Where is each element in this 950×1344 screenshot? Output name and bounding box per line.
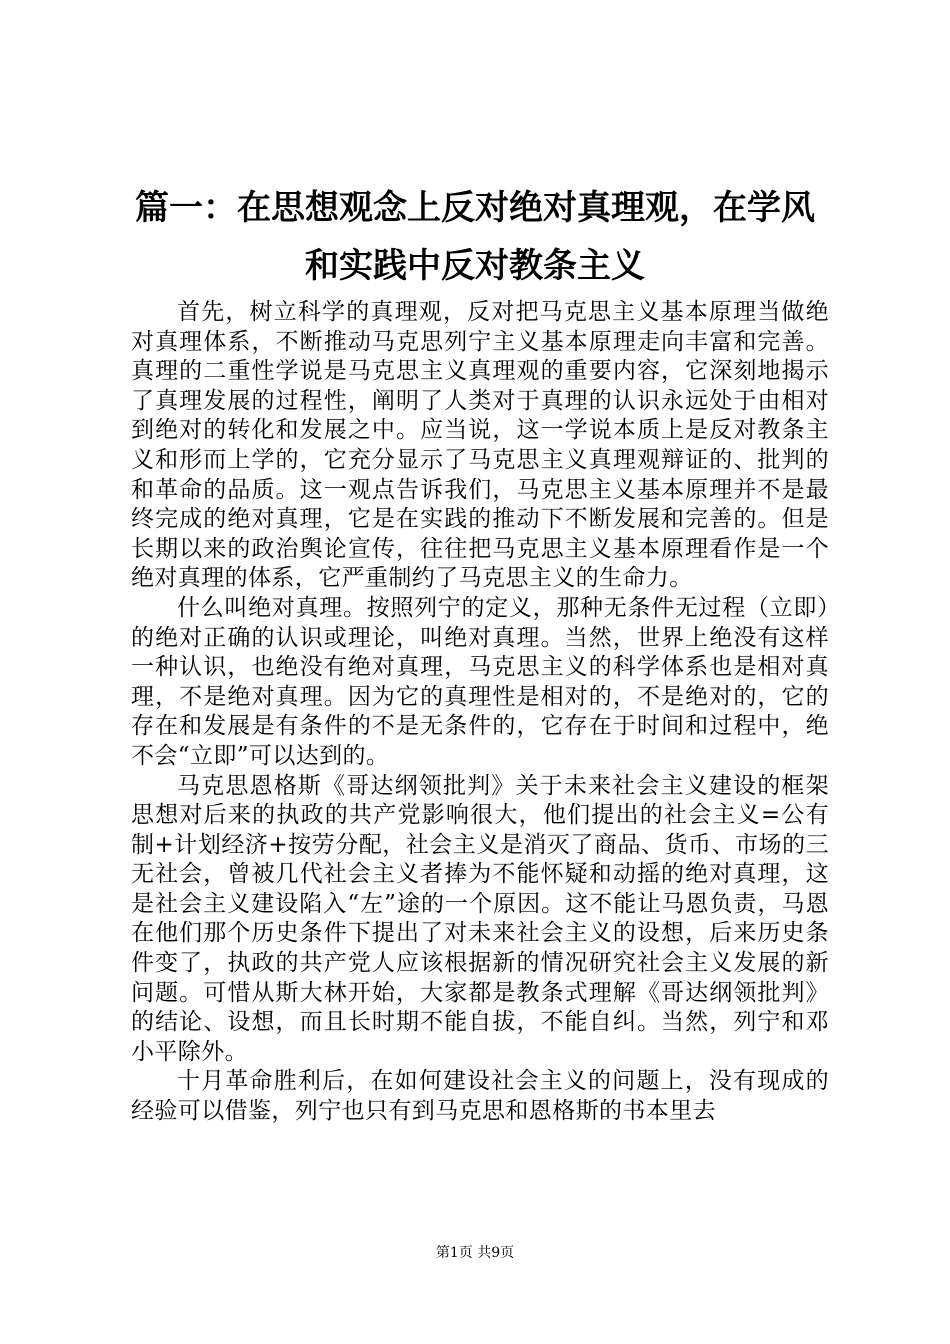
document-title-line-1: 篇一：在思想观念上反对绝对真理观，在学风 xyxy=(135,188,815,228)
paragraph-2: 什么叫绝对真理。按照列宁的定义，那种无条件无过程（立即）的绝对正确的认识或理论，叫绝对真理。当然，世界上绝没有这样一种认识，也绝没有绝对真理，马克思主义的科学体系也是相对真理，不是绝对真理。因为它的真理性是相对的，不是绝对的，它的存在和发展是有条件的不是无条件的，它存在于时间和过程中，绝不会“立即”可以达到的。 xyxy=(131,594,829,769)
paragraph-1: 首先，树立科学的真理观，反对把马克思主义基本原理当做绝对真理体系，不断推动马克思列宁主义基本原理走向丰富和完善。真理的二重性学说是马克思主义真理观的重要内容，它深刻地揭示了真理发展的过程性，阐明了人类对于真理的认识永远处于由相对到绝对的转化和发展之中。应当说，这一学说本质上是反对教条主义和形而上学的，它充分显示了马克思主义真理观辩证的、批判的和革命的品质。这一观点告诉我们，马克思主义基本原理并不是最终完成的绝对真理，它是在实践的推动下不断发展和完善的。但是长期以来的政治舆论宣传，往往把马克思主义基本原理看作是一个绝对真理的体系，它严重制约了马克思主义的生命力。 xyxy=(131,299,829,592)
paragraph-3: 马克思恩格斯《哥达纲领批判》关于未来社会主义建设的框架思想对后来的执政的共产党影响很大，他们提出的社会主义=公有制+计划经济+按劳分配，社会主义是消灭了商品、货币、市场的三无社会，曾被几代社会主义者捧为不能怀疑和动摇的绝对真理，这是社会主义建设陷入“左”途的一个原因。这不能让马恩负责，马恩在他们那个历史条件下提出了对未来社会主义的设想，后来历史条件变了，执政的共产党人应该根据新的情况研究社会主义发展的新问题。可惜从斯大林开始，大家都是教条式理解《哥达纲领批判》的结论、设想，而且长时期不能自拔，不能自纠。当然，列宁和邓小平除外。 xyxy=(131,772,829,1065)
document-body xyxy=(131,298,829,1127)
paragraph-4: 十月革命胜利后，在如何建设社会主义的问题上，没有现成的经验可以借鉴，列宁也只有到马克思和恩格斯的书本里去 xyxy=(131,1068,829,1125)
page-footer: 第1页 共9页 xyxy=(435,1245,515,1261)
document-title-line-2: 和实践中反对教条主义 xyxy=(305,246,645,286)
